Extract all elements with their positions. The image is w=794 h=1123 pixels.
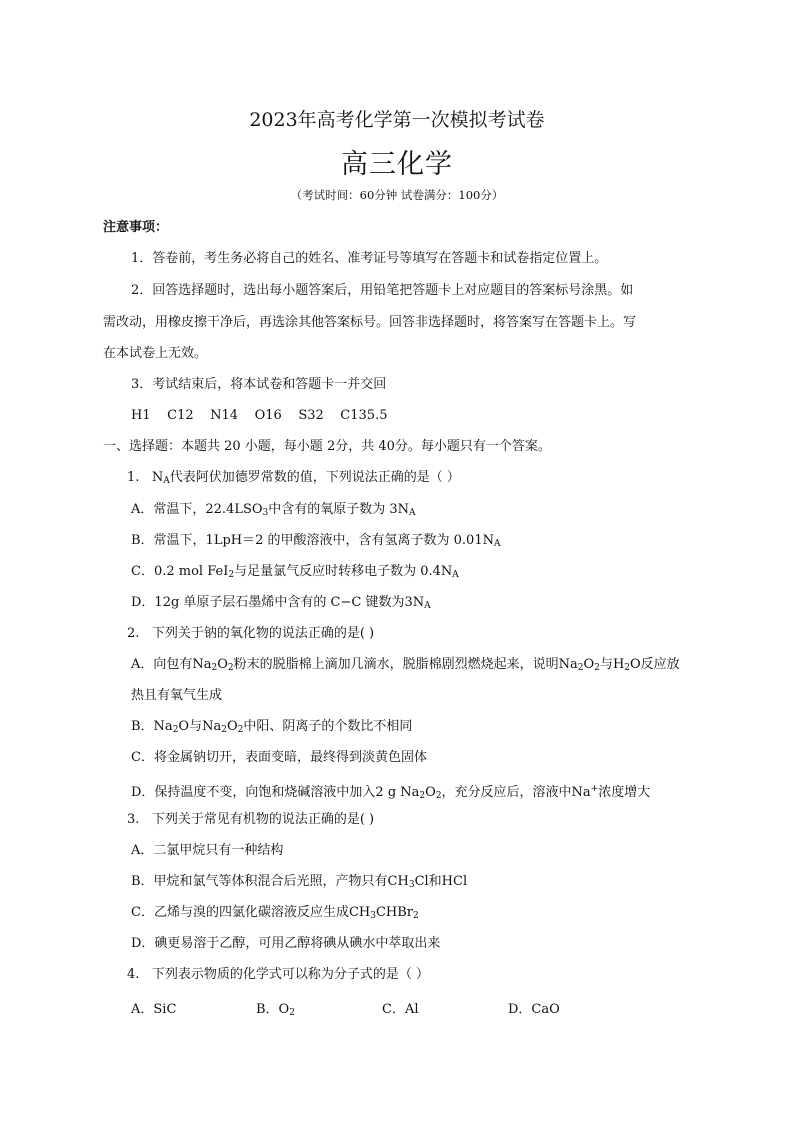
question-3-option-a: A．二氯甲烷只有一种结构: [131, 843, 284, 858]
notice-item-3: 3．考试结束后，将本试卷和答题卡一并交回: [131, 377, 387, 392]
question-1-stem: 1. $N_A$代表阿伏加德罗常数的值，下列说法正确的是（ ）: [127, 470, 460, 486]
exam-info: （考试时间：60分钟 试卷满分：100分）: [290, 188, 504, 202]
question-1-option-b: B．常温下，1LpH＝2 的甲酸溶液中，含有氢离子数为 $0.01N_A$: [131, 533, 501, 549]
question-number: 4.: [127, 967, 140, 982]
question-number: 3.: [127, 812, 140, 827]
notice-item-1: 1．答卷前，考生务必将自己的姓名、准考证号等填写在答题卡和试卷指定位置上。: [131, 251, 608, 266]
notice-heading: 注意事项：: [103, 220, 169, 235]
question-1-option-d: D．12g 单原子层石墨烯中含有的 C−C 键数为$3N_A$: [131, 595, 431, 611]
question-4-option-c: C．Al: [382, 1002, 419, 1017]
question-3-option-d: D．碘更易溶于乙醇，可用乙醇将碘从碘水中萃取出来: [131, 936, 441, 951]
question-number: 1.: [127, 470, 140, 485]
question-2-option-a: A．向包有$Na_2O_2$粉末的脱脂棉上滴加几滴水，脱脂棉剧烈燃烧起来，说明$Na_2O_2$与$H_2O$反应放: [131, 657, 680, 673]
question-4-option-b: B．$O_2$: [256, 1002, 295, 1018]
question-4-option-a: A．SiC: [131, 1002, 177, 1017]
question-1-option-a: A．常温下，$22.4LSO_3$中含有的氧原子数为 $3N_A$: [131, 502, 416, 518]
exam-title: 2023年高考化学第一次模拟考试卷: [249, 109, 545, 131]
question-1-option-c: C．0.2 mol FeI$_2$与足量氯气反应时转移电子数为 $0.4N_A$: [131, 564, 459, 580]
notice-item-2-line-3: 在本试卷上无效。: [103, 346, 208, 361]
question-number: 2.: [127, 626, 140, 641]
question-4-option-d: D．CaO: [508, 1002, 560, 1017]
atomic-masses: H1 C12 N14 O16 S32 C135.5: [131, 408, 388, 423]
section-heading: 一、选择题：本题共 20 小题，每小题 2分，共 40分。每小题只有一个答案。: [103, 439, 551, 454]
question-3-option-c: C．乙烯与溴的四氯化碳溶液反应生成$CH_3CHBr_2$: [131, 905, 419, 921]
exam-subtitle: 高三化学: [341, 149, 453, 180]
notice-item-2-line-1: 2．回答选择题时，选出每小题答案后，用铅笔把答题卡上对应题目的答案标号涂黑。如: [131, 283, 634, 298]
question-4-stem: 4. 下列表示物质的化学式可以称为分子式的是（ ）: [127, 967, 429, 982]
notice-item-2-line-2: 需改动，用橡皮擦干净后，再选涂其他答案标号。回答非选择题时，将答案写在答题卡上。写: [103, 315, 637, 330]
question-2-option-c: C．将金属钠切开，表面变暗，最终得到淡黄色固体: [131, 750, 427, 765]
question-3-option-b: B．甲烷和氯气等体积混合后光照，产物只有$CH_3Cl$和HCl: [131, 874, 468, 890]
question-3-stem: 3. 下列关于常见有机物的说法正确的是( ): [127, 812, 375, 827]
question-2-stem: 2. 下列关于钠的氧化物的说法正确的是( ): [127, 626, 375, 641]
question-2-option-a-cont: 热且有氧气生成: [131, 688, 223, 703]
question-2-option-d: D．保持温度不变，向饱和烧碱溶液中加入2 g $Na_2O_2$，充分反应后，溶液中Na+浓度增大: [131, 784, 651, 801]
question-2-option-b: B．$Na_2O$与$Na_2O_2$中阳、阴离子的个数比不相同: [131, 719, 413, 735]
